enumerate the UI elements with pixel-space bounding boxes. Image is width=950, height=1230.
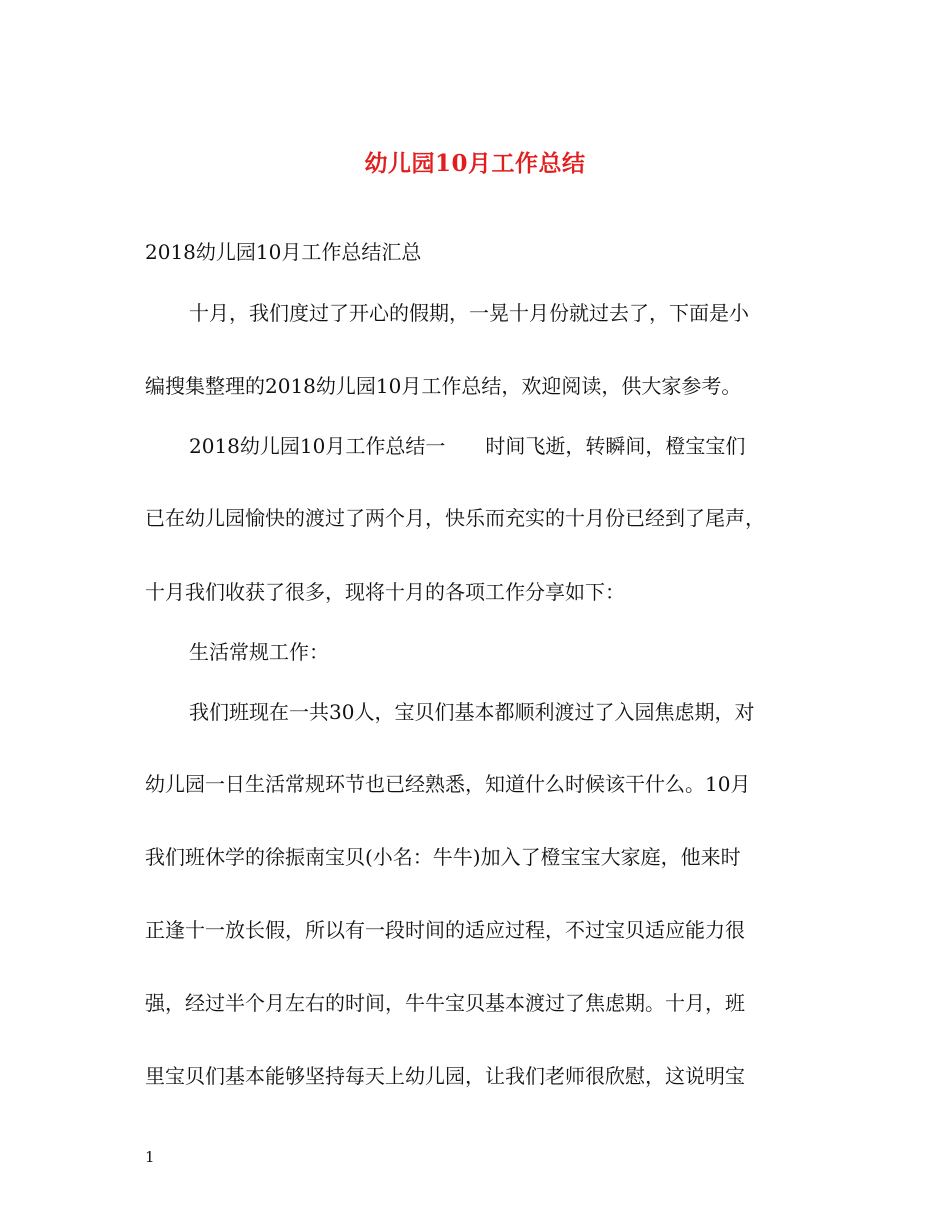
paragraph-line: 十月我们收获了很多，现将十月的各项工作分享如下： bbox=[145, 580, 625, 604]
document-subtitle: 2018幼儿园10月工作总结汇总 bbox=[145, 240, 422, 264]
paragraph-line: 我们班现在一共30人，宝贝们基本都顺利渡过了入园焦虑期，对 bbox=[189, 700, 755, 724]
paragraph-line: 十月，我们度过了开心的假期，一晃十月份就过去了，下面是小 bbox=[189, 301, 749, 325]
paragraph-line: 正逢十一放长假，所以有一段时间的适应过程，不过宝贝适应能力很 bbox=[145, 918, 745, 942]
paragraph-line: 里宝贝们基本能够坚持每天上幼儿园，让我们老师很欣慰，这说明宝 bbox=[145, 1064, 745, 1088]
paragraph-line: 2018幼儿园10月工作总结一 时间飞逝，转瞬间，橙宝宝们 bbox=[189, 434, 746, 458]
paragraph-line: 幼儿园一日生活常规环节也已经熟悉，知道什么时候该干什么。10月 bbox=[145, 772, 751, 796]
paragraph-line: 我们班休学的徐振南宝贝(小名：牛牛)加入了橙宝宝大家庭，他来时 bbox=[145, 845, 741, 869]
document-title: 幼儿园10月工作总结 bbox=[364, 150, 586, 177]
section-heading: 生活常规工作： bbox=[189, 640, 329, 664]
paragraph-line: 编搜集整理的2018幼儿园10月工作总结，欢迎阅读，供大家参考。 bbox=[145, 374, 742, 398]
page-number: 1 bbox=[145, 1148, 155, 1166]
paragraph-line: 强，经过半个月左右的时间，牛牛宝贝基本渡过了焦虑期。十月，班 bbox=[145, 991, 745, 1015]
paragraph-line: 已在幼儿园愉快的渡过了两个月，快乐而充实的十月份已经到了尾声， bbox=[145, 506, 765, 530]
